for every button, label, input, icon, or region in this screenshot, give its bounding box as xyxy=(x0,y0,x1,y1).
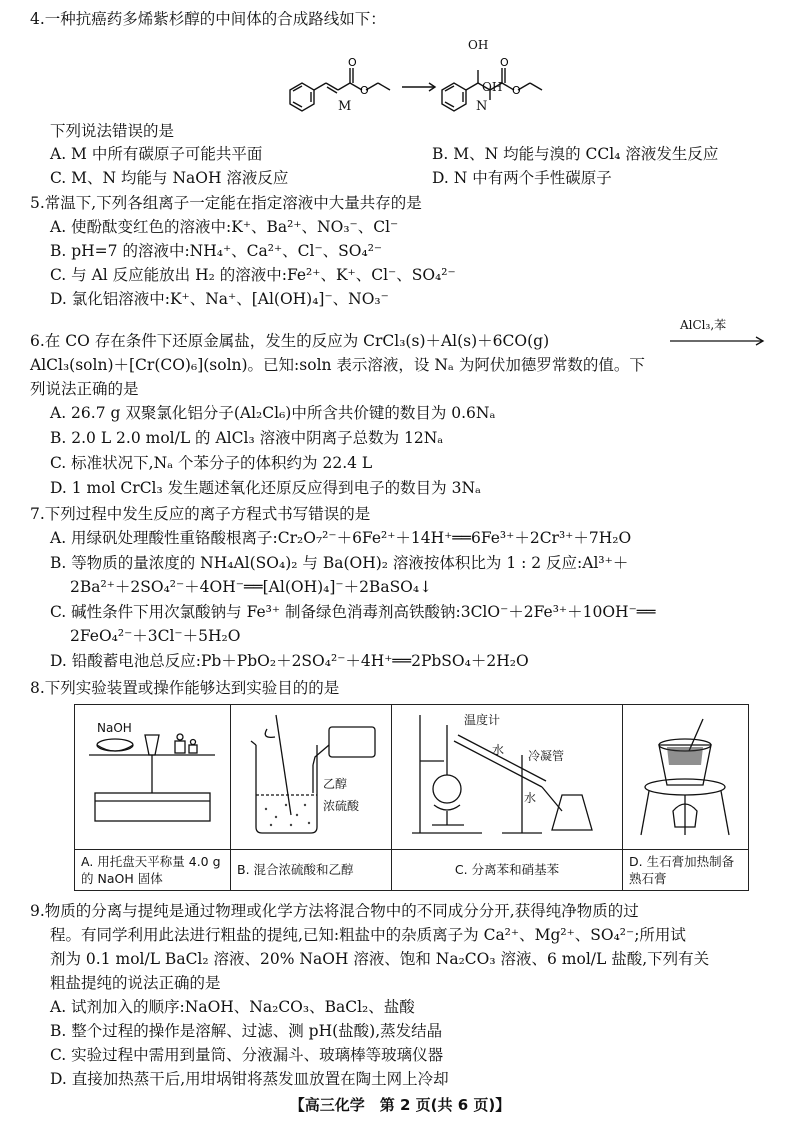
q4-option-c: C. M、N 均能与 NaOH 溶液反应 xyxy=(50,169,289,187)
q7-option-c-cont: 2FeO₄²⁻＋3Cl⁻＋5H₂O xyxy=(70,627,241,645)
q9-option-c: C. 实验过程中需用到量筒、分液漏斗、玻璃棒等玻璃仪器 xyxy=(50,1046,444,1064)
q8-panel-b-label1: 乙醇 xyxy=(323,777,348,791)
crucible-heating-icon xyxy=(623,705,748,845)
q8-caption-b: B. 混合浓硫酸和乙醇 xyxy=(237,862,354,877)
q4-label-oh-top: OH xyxy=(468,38,489,52)
q8-panel-d xyxy=(623,705,749,850)
q6-stem-line1: 6.在 CO 存在条件下还原金属盐，发生的反应为 CrCl₃(s)＋Al(s)＋6CO(g) xyxy=(30,332,550,350)
q8-panel-c-label4: 水 xyxy=(524,791,537,805)
q4-label-m: M xyxy=(338,99,352,114)
distillation-apparatus-icon xyxy=(392,705,622,845)
q8-panel-c-label1: 温度计 xyxy=(464,713,501,727)
q5-option-d: D. 氯化铝溶液中:K⁺、Na⁺、[Al(OH)₄]⁻、NO₃⁻ xyxy=(50,290,389,308)
q7-option-a: A. 用绿矾处理酸性重铬酸根离子:Cr₂O₇²⁻＋6Fe²⁺＋14H⁺══6Fe³⁺＋2Cr³⁺＋7H₂O xyxy=(50,529,632,547)
q5-stem: 5.常温下,下列各组离子一定能在指定溶液中大量共存的是 xyxy=(30,194,422,212)
q4-label-n: N xyxy=(476,99,488,114)
q4-reaction-scheme xyxy=(270,32,570,117)
q7-option-d: D. 铅酸蓄电池总反应:Pb＋PbO₂＋2SO₄²⁻＋4H⁺══2PbSO₄＋2H₂O xyxy=(50,652,529,670)
q8-apparatus-table xyxy=(74,704,749,891)
q7-stem: 7.下列过程中发生反应的离子方程式书写错误的是 xyxy=(30,505,371,523)
q9-option-b: B. 整个过程的操作是溶解、过滤、测 pH(盐酸),蒸发结晶 xyxy=(50,1022,443,1040)
q4-option-b: B. M、N 均能与溴的 CCl₄ 溶液发生反应 xyxy=(432,145,719,163)
q6-option-a: A. 26.7 g 双聚氯化铝分子(Al₂Cl₆)中所含共价键的数目为 0.6Nₐ xyxy=(50,404,496,422)
q6-option-c: C. 标准状况下,Nₐ 个苯分子的体积约为 22.4 L xyxy=(50,454,373,472)
q8-caption-d-cell xyxy=(623,850,749,891)
beaker-icon xyxy=(231,705,391,845)
q8-panel-a-label: NaOH xyxy=(97,721,132,735)
q7-option-b-cont: 2Ba²⁺＋2SO₄²⁻＋4OH⁻══[Al(OH)₄]⁻＋2BaSO₄↓ xyxy=(70,578,433,596)
q5-option-a: A. 使酚酞变红色的溶液中:K⁺、Ba²⁺、NO₃⁻、Cl⁻ xyxy=(50,218,399,236)
q8-stem: 8.下列实验装置或操作能够达到实验目的的是 xyxy=(30,679,340,697)
q8-panel-c xyxy=(392,705,623,850)
q6-reaction-arrow xyxy=(668,336,768,346)
q8-caption-d: D. 生石膏加热制备熟石膏 xyxy=(629,854,735,886)
q4-label-oh-bottom: OH xyxy=(482,80,503,94)
q8-panel-c-label2: 水 xyxy=(492,743,505,757)
q9-option-d: D. 直接加热蒸干后,用坩埚钳将蒸发皿放置在陶土网上冷却 xyxy=(50,1070,449,1088)
q4-question: 下列说法错误的是 xyxy=(50,122,175,140)
q9-stem-line1: 9.物质的分离与提纯是通过物理或化学方法将混合物中的不同成分分开,获得纯净物质的过 xyxy=(30,902,639,920)
svg-text:O: O xyxy=(360,84,369,97)
q4-option-a: A. M 中所有碳原子可能共平面 xyxy=(50,145,263,163)
q7-option-b: B. 等物质的量浓度的 NH₄Al(SO₄)₂ 与 Ba(OH)₂ 溶液按体积比为 1 : 2 反应:Al³⁺＋ xyxy=(50,554,629,572)
q6-option-b: B. 2.0 L 2.0 mol/L 的 AlCl₃ 溶液中阴离子总数为 12Nₐ xyxy=(50,429,444,447)
q9-stem-line3: 剂为 0.1 mol/L BaCl₂ 溶液、20% NaOH 溶液、饱和 Na₂CO₃ 溶液、6 mol/L 盐酸,下列有关 xyxy=(50,950,710,968)
q9-stem-line4: 粗盐提纯的说法正确的是 xyxy=(50,974,221,992)
svg-text:O: O xyxy=(500,56,509,69)
q8-panel-c-label3: 冷凝管 xyxy=(528,749,565,763)
q8-caption-a: A. 用托盘天平称量 4.0 g 的 NaOH 固体 xyxy=(81,854,221,886)
q8-caption-a-cell xyxy=(75,850,231,891)
q6-stem-line3: 列说法正确的是 xyxy=(30,380,139,398)
q8-caption-b-cell xyxy=(231,850,392,891)
q6-stem-line2: AlCl₃(soln)＋[Cr(CO)₆](soln)。已知:soln 表示溶液，设 Nₐ 为阿伏加德罗常数的值。下 xyxy=(30,356,645,374)
page-footer: 【高三化学 第 2 页(共 6 页)】 xyxy=(289,1096,511,1114)
q4-stem: 4.一种抗癌药多烯紫杉醇的中间体的合成路线如下： xyxy=(30,10,386,28)
q6-arrow-label: AlCl₃,苯 xyxy=(680,318,727,332)
q8-panel-b xyxy=(231,705,392,850)
q8-panel-b-label2: 浓硫酸 xyxy=(323,799,360,813)
svg-text:O: O xyxy=(348,56,357,69)
q8-panel-a xyxy=(75,705,231,850)
q7-option-c: C. 碱性条件下用次氯酸钠与 Fe³⁺ 制备绿色消毒剂高铁酸钠:3ClO⁻＋2Fe³⁺＋10OH⁻══ xyxy=(50,603,656,621)
q6-option-d: D. 1 mol CrCl₃ 发生题述氧化还原反应得到电子的数目为 3Nₐ xyxy=(50,479,481,497)
q9-option-a: A. 试剂加入的顺序:NaOH、Na₂CO₃、BaCl₂、盐酸 xyxy=(50,998,415,1016)
q8-caption-c-cell xyxy=(392,850,623,891)
q4-option-d: D. N 中有两个手性碳原子 xyxy=(432,169,612,187)
q5-option-c: C. 与 Al 反应能放出 H₂ 的溶液中:Fe²⁺、K⁺、Cl⁻、SO₄²⁻ xyxy=(50,266,456,284)
q5-option-b: B. pH=7 的溶液中:NH₄⁺、Ca²⁺、Cl⁻、SO₄²⁻ xyxy=(50,242,383,260)
svg-text:O: O xyxy=(512,84,521,97)
q8-caption-c: C. 分离苯和硝基苯 xyxy=(454,862,560,877)
q9-stem-line2: 程。有同学利用此法进行粗盐的提纯,已知:粗盐中的杂质离子为 Ca²⁺、Mg²⁺、SO₄²⁻;所用试 xyxy=(50,926,686,944)
